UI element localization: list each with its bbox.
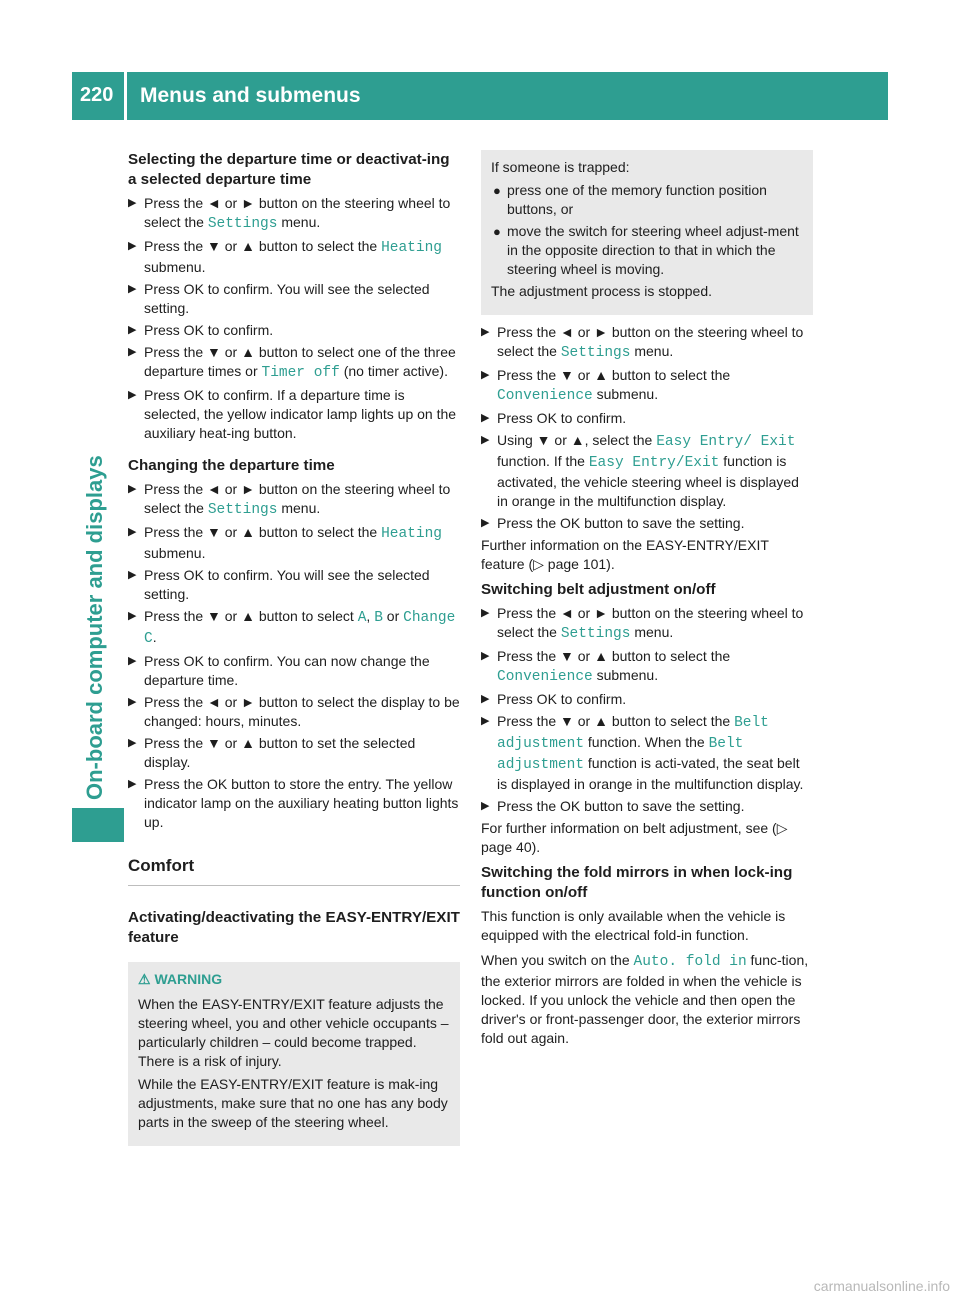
step: ▶ Press the ◄ or ► button on the steering wheel to select the Settings menu. xyxy=(128,195,451,232)
paragraph: When you switch on the Auto. fold in func-tion, the exterior mirrors are folded in when the vehicle is locked. If you unlock the vehicle and then open the driver's or front-passenger door, the exterior mirrors fold out again. xyxy=(481,952,809,1046)
step: ▶ Press OK to confirm. You will see the selected setting. xyxy=(128,281,430,316)
watermark: carmanualsonline.info xyxy=(813,1278,950,1294)
cross-reference: For further information on belt adjustment, see (▷ page 40). xyxy=(481,820,788,855)
step: ▶ Press the ◄ or ► button on the steering wheel to select the Settings menu. xyxy=(128,481,451,518)
warning-icon: ⚠ xyxy=(138,971,151,987)
warning-title: ⚠ WARNING xyxy=(138,971,223,987)
step: ▶ Press OK to confirm. xyxy=(481,410,627,426)
side-marker xyxy=(72,808,124,842)
heading-easy-entry: Activating/deactivating the EASY-ENTRY/EXIT feature xyxy=(128,909,460,946)
step: ▶ Press the OK button to save the setting. xyxy=(481,798,745,814)
step: ▶ Press the OK button to store the entry. The yellow indicator lamp on the auxiliary heating button lights up. xyxy=(128,776,459,830)
step: ▶ Press OK to confirm. xyxy=(481,691,627,707)
bullet-item: ● move the switch for steering wheel adjust-ment in the opposite direction to that in which the steering wheel is moving. xyxy=(493,223,799,277)
left-column xyxy=(128,150,460,1154)
step: ▶ Press the ▼ or ▲ button to select A, B or Change C. xyxy=(128,608,456,647)
step: ▶ Press OK to confirm. You will see the selected setting. xyxy=(128,567,430,602)
heading-select-departure: Selecting the departure time or deactivat-ing a selected departure time xyxy=(128,151,450,188)
side-section-label: On-board computer and displays xyxy=(82,455,107,800)
page-number: 220 xyxy=(80,84,114,106)
step: ▶ Press OK to confirm. You can now change the departure time. xyxy=(128,653,430,688)
step: ▶ Press OK to confirm. xyxy=(128,322,274,338)
section-rule xyxy=(128,885,460,886)
heading-fold-mirrors: Switching the fold mirrors in when lock-ing function on/off xyxy=(481,864,793,901)
info-box: If someone is trapped: ● press one of the memory function position buttons, or ● move the switch for steering wheel adjust-ment in the opposite direction to that in which the steering wheel is moving. The adjustment process is stopped. xyxy=(481,150,813,315)
step: ▶ Press OK to confirm. If a departure time is selected, the yellow indicator lamp lights up on the auxiliary heat-ing button. xyxy=(128,387,457,441)
step: ▶ Press the ▼ or ▲ button to select the Heating submenu. xyxy=(128,524,442,561)
warning-text: While the EASY-ENTRY/EXIT feature is mak-ing adjustments, make sure that no one has any body parts in the sweep of the steering wheel. xyxy=(138,1076,448,1130)
right-column xyxy=(481,150,813,1054)
heading-belt: Switching belt adjustment on/off xyxy=(481,581,716,598)
heading-change-departure: Changing the departure time xyxy=(128,457,335,474)
step: ▶ Press the ◄ or ► button on the steering wheel to select the Settings menu. xyxy=(481,324,804,361)
bullet-item: ● press one of the memory function position buttons, or xyxy=(493,182,767,217)
step: ▶ Press the ▼ or ▲ button to select one of the three departure times or Timer off (no timer active). xyxy=(128,344,456,381)
step: ▶ Press the ▼ or ▲ button to set the selected display. xyxy=(128,735,416,770)
cross-reference: Further information on the EASY-ENTRY/EXIT feature (▷ page 101). xyxy=(481,537,769,572)
warning-box xyxy=(128,962,460,1146)
step: ▶ Press the ▼ or ▲ button to select the Convenience submenu. xyxy=(481,648,731,685)
paragraph: This function is only available when the vehicle is equipped with the electrical fold-in function. xyxy=(481,908,786,943)
header-divider xyxy=(124,72,127,120)
warning-text: When the EASY-ENTRY/EXIT feature adjusts the steering wheel, you and other vehicle occupants – particularly children – could become trapped. There is a risk of injury. xyxy=(138,996,449,1069)
page-title: Menus and submenus xyxy=(140,84,361,107)
step: ▶ Press the ▼ or ▲ button to select the Convenience submenu. xyxy=(481,367,731,404)
step: ▶ Press the OK button to save the setting. xyxy=(481,515,745,531)
step: ▶ Press the ▼ or ▲ button to select the Belt adjustment function. When the Belt adjustment function is acti-vated, the seat belt is displayed in orange in the multifunction display. xyxy=(481,713,804,792)
step: ▶ Press the ◄ or ► button to select the display to be changed: hours, minutes. xyxy=(128,694,460,729)
section-heading-comfort: Comfort xyxy=(128,856,195,875)
step: ▶ Press the ◄ or ► button on the steering wheel to select the Settings menu. xyxy=(481,605,804,642)
step: ▶ Press the ▼ or ▲ button to select the Heating submenu. xyxy=(128,238,442,275)
step: ▶ Using ▼ or ▲, select the Easy Entry/ Exit function. If the Easy Entry/Exit function is activated, the vehicle steering wheel is displayed in orange in the multifunction display. xyxy=(481,432,799,509)
